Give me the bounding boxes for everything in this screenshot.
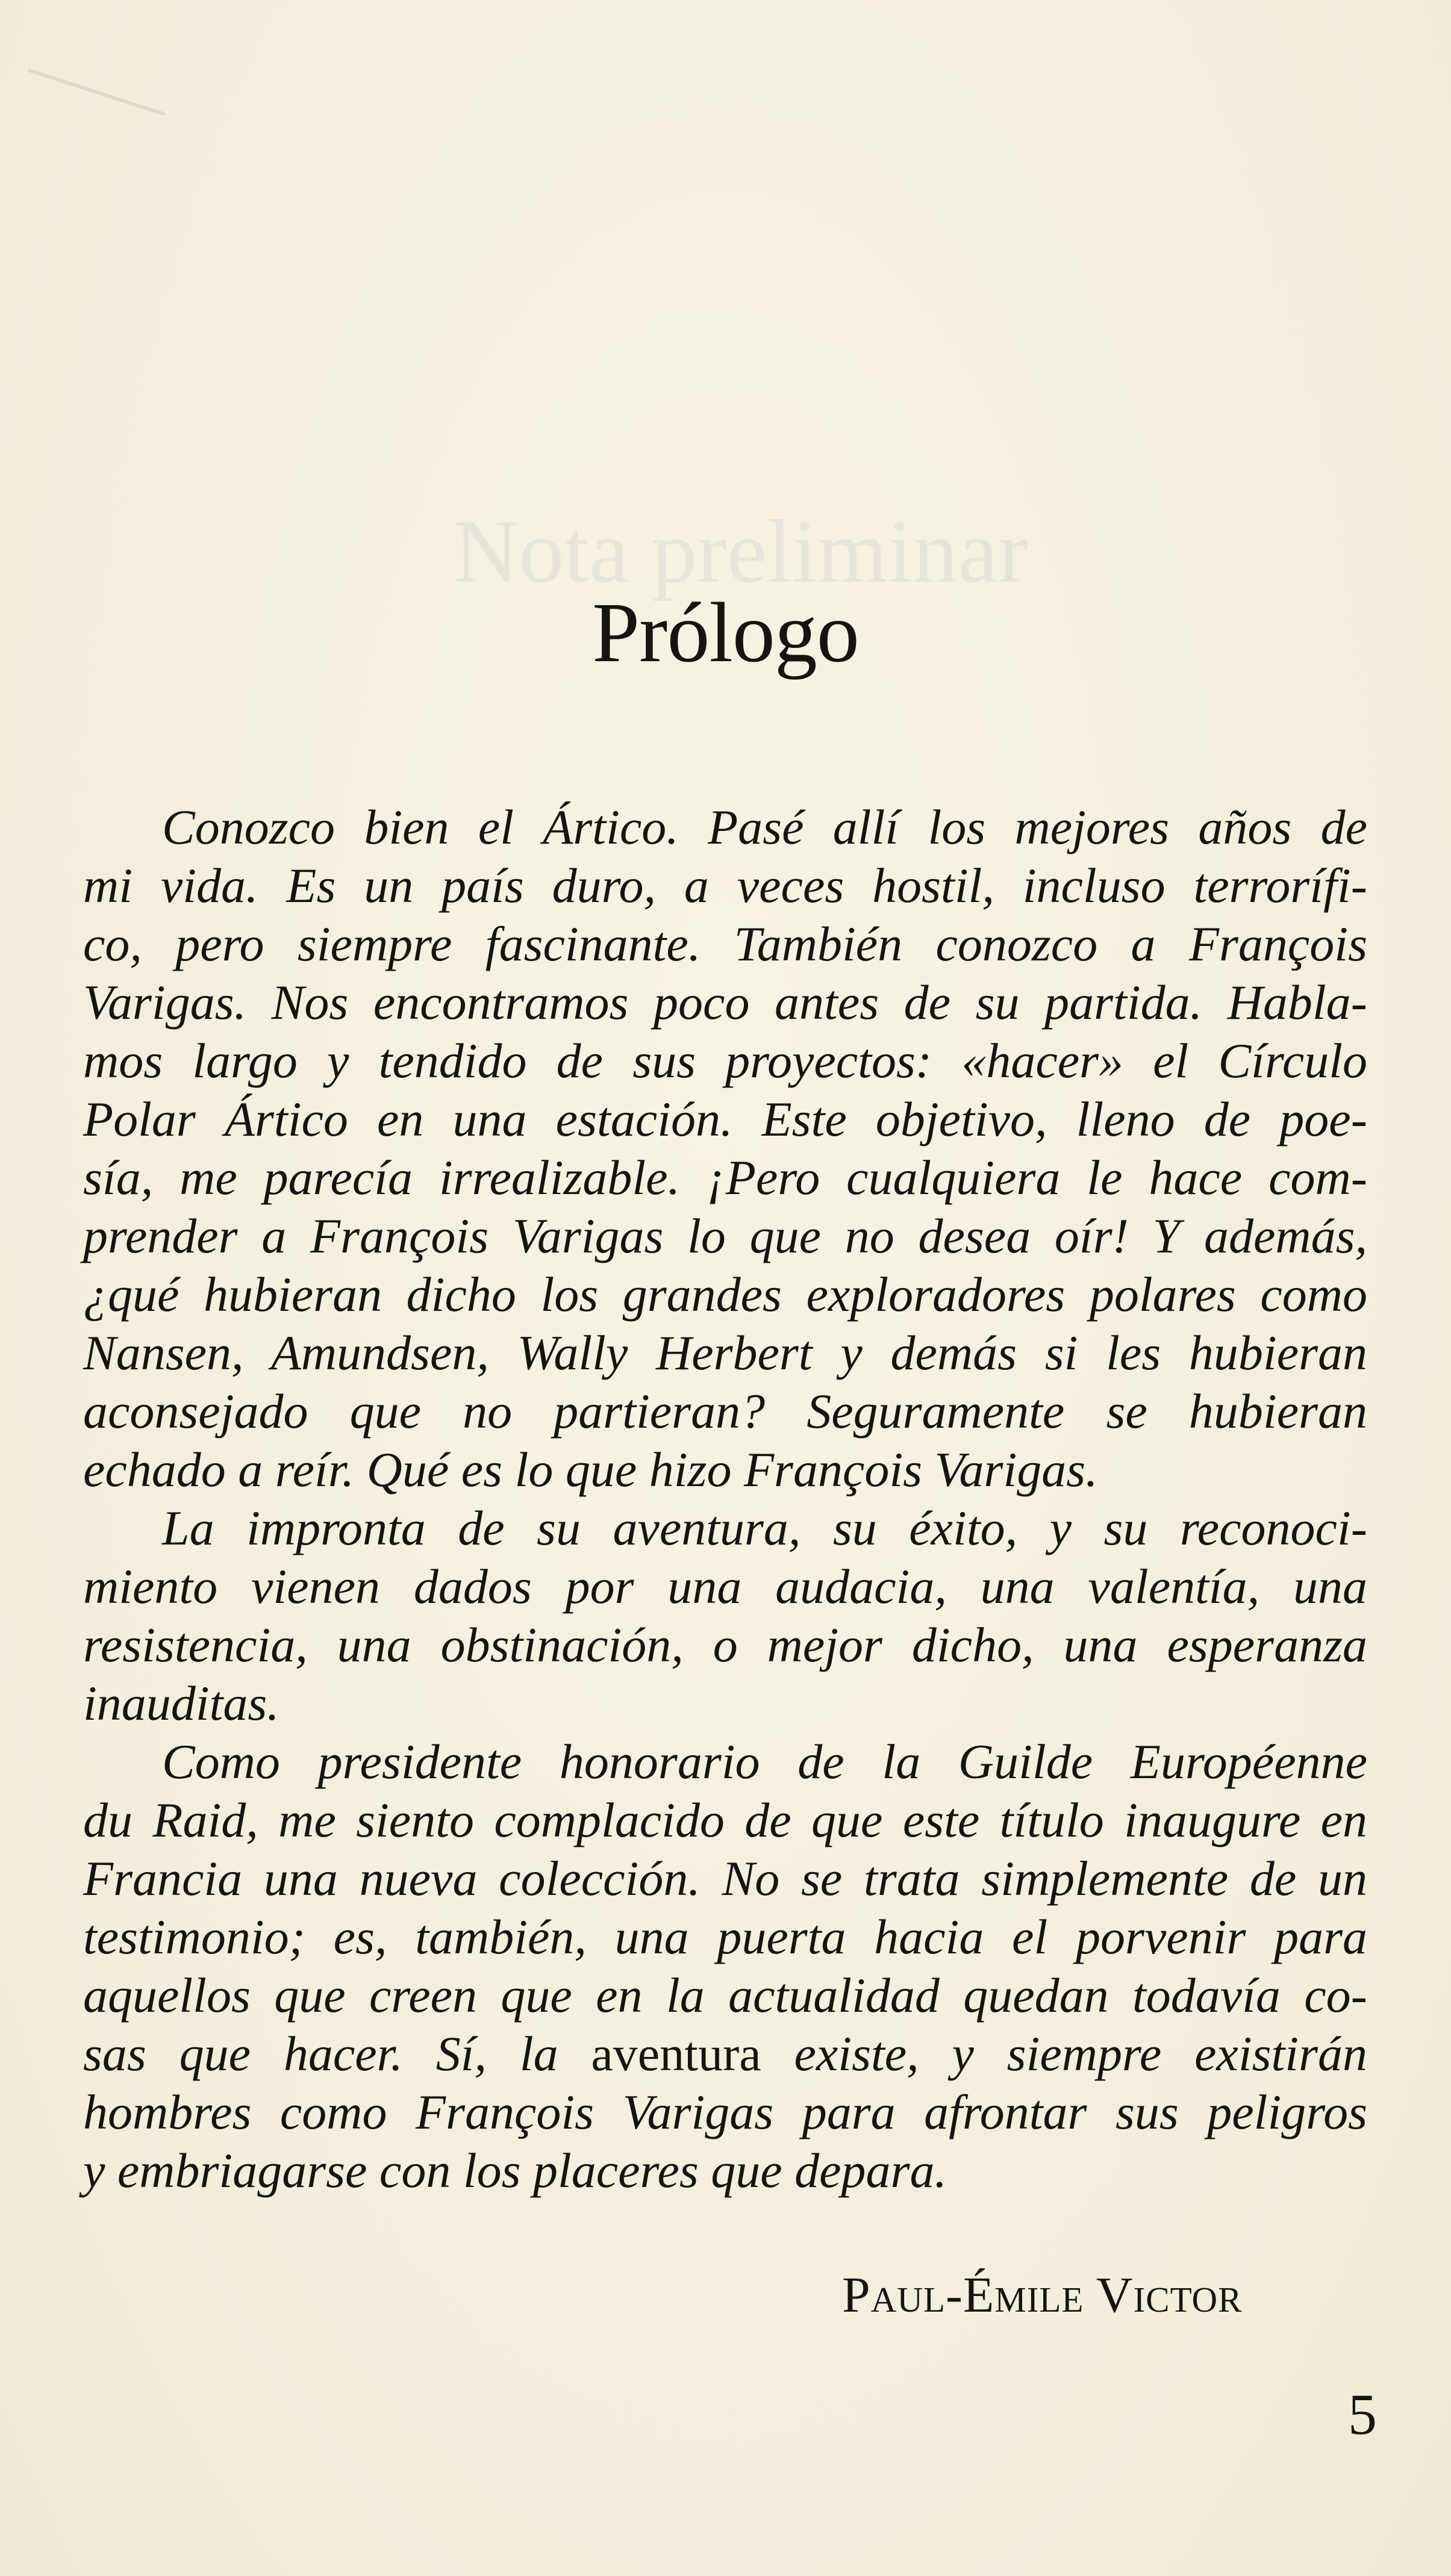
- text-line: inauditas.: [83, 1676, 279, 1731]
- page-number: 5: [1348, 2382, 1377, 2447]
- author-signature: Paul-Émile Victor: [842, 2267, 1243, 2323]
- bleed-through-title: Nota preliminar: [454, 502, 1028, 602]
- text-line: Varigas. Nos encontramos poco antes de su partida. Habla-: [83, 975, 1367, 1030]
- text-line: [83, 2024, 1367, 2083]
- text-line: prender a François Varigas lo que no desea oír! Y además,: [83, 1209, 1367, 1263]
- text-line: mos largo y tendido de sus proyectos: «hacer» el Círculo: [83, 1033, 1367, 1088]
- text-line: Como presidente honorario de la Guilde Européenne: [162, 1734, 1367, 1789]
- text-line: resistencia, una obstinación, o mejor dicho, una esperanza: [83, 1617, 1367, 1672]
- text-line: Conozco bien el Ártico. Pasé allí los mejores años de: [162, 800, 1367, 854]
- text-line: sía, me parecía irrealizable. ¡Pero cualquiera le hace com-: [83, 1150, 1367, 1205]
- text-line: mi vida. Es un país duro, a veces hostil, incluso terrorífi-: [83, 858, 1367, 913]
- scan-smudge: [27, 68, 166, 116]
- text-line: Nansen, Amundsen, Wally Herbert y demás si les hubieran: [83, 1325, 1367, 1380]
- page-title: Prólogo: [592, 585, 859, 680]
- text-line: Polar Ártico en una estación. Este objetivo, lleno de poe-: [83, 1092, 1367, 1146]
- prologue-body: [83, 798, 1367, 2200]
- text-line: ¿qué hubieran dicho los grandes exploradores polares como: [83, 1267, 1367, 1322]
- text-line: hombres como François Varigas para afrontar sus peligros: [83, 2085, 1367, 2139]
- text-line: miento vienen dados por una audacia, una valentía, una: [83, 1559, 1367, 1614]
- text-line: echado a reír. Qué es lo que hizo François Varigas.: [83, 1442, 1098, 1497]
- text-line: y embriagarse con los placeres que depara.: [83, 2143, 947, 2198]
- roman-word: aventura: [591, 2026, 761, 2081]
- text-line: aconsejado que no partieran? Seguramente se hubieran: [83, 1384, 1367, 1439]
- text-line: du Raid, me siento complacido de que este título inaugure en: [83, 1793, 1367, 1847]
- text-segment: sas que hacer. Sí, la: [83, 2026, 591, 2081]
- text-segment: existe, y siempre existirán: [761, 2026, 1367, 2081]
- text-line: co, pero siempre fascinante. También conozco a François: [83, 916, 1367, 971]
- text-line: aquellos que creen que en la actualidad quedan todavía co-: [83, 1968, 1367, 2023]
- text-line: testimonio; es, también, una puerta hacia el porvenir para: [83, 1909, 1367, 1964]
- text-line: La impronta de su aventura, su éxito, y su reconoci-: [162, 1501, 1367, 1555]
- text-line: Francia una nueva colección. No se trata simplemente de un: [83, 1851, 1367, 1906]
